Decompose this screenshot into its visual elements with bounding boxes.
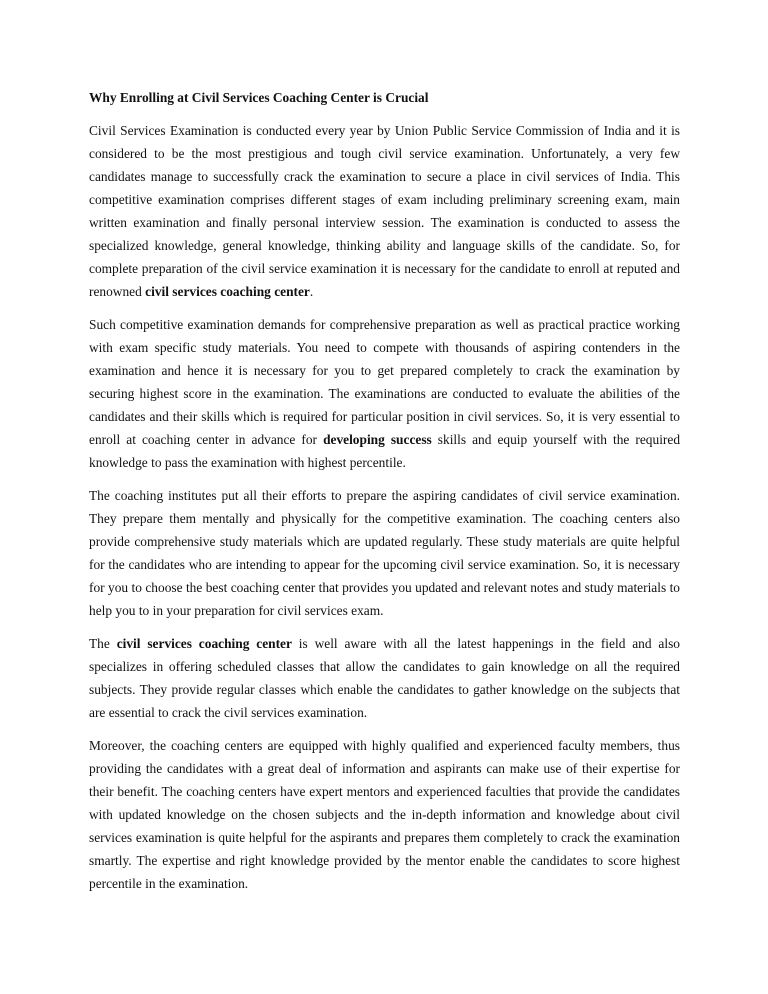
paragraph-3 xyxy=(89,484,680,622)
document-page xyxy=(89,86,680,905)
paragraph-1-bold: civil services coaching center xyxy=(145,284,310,299)
document-title: Why Enrolling at Civil Services Coaching Center is Crucial xyxy=(89,90,429,105)
paragraph-3-text: The coaching institutes put all their efforts to prepare the aspiring candidates of civil service examination. They prepare them mentally and physically for the competitive examination. The coaching centers also provide comprehensive study materials which are updated regularly. These study materials are quite helpful for the candidates who are intending to appear for the upcoming civil service examination. So, it is necessary for you to choose the best coaching center that provides you updated and relevant notes and study materials to help you to in your preparation for civil services exam. xyxy=(89,488,680,618)
paragraph-2-bold: developing success xyxy=(323,432,432,447)
paragraph-4-bold: civil services coaching center xyxy=(116,636,292,651)
paragraph-4 xyxy=(89,632,680,724)
paragraph-4-end: is well aware with all the latest happenings in the field and also specializes in offering scheduled classes that allow the candidates to gain knowledge on all the required subjects. They provide regular classes which enable the candidates to gather knowledge on the subjects that are essential to crack the civil services examination. xyxy=(89,636,681,720)
paragraph-1-text: Civil Services Examination is conducted every year by Union Public Service Commission of India and it is considered to be the most prestigious and tough civil service examination. Unfortunately, a very few candidates manage to successfully crack the examination to secure a place in civil services of India. This competitive examination comprises different stages of exam including preliminary screening exam, main written examination and finally personal interview session. The examination is conducted to assess the specialized knowledge, general knowledge, thinking ability and language skills of the candidate. So, for complete preparation of the civil service examination it is necessary for the candidate to enroll at reputed and renowned xyxy=(89,123,680,299)
paragraph-5 xyxy=(89,734,680,895)
paragraph-2-end: skills and equip yourself with the required knowledge to pass the examination with highest percentile. xyxy=(89,432,681,470)
paragraph-2-text: Such competitive examination demands for comprehensive preparation as well as practical practice working with exam specific study materials. You need to compete with thousands of aspiring contenders in the examination and hence it is necessary for you to get prepared completely to crack the examination by securing highest score in the examination. The examinations are conducted to evaluate the abilities of the candidates and their skills which is required for particular position in civil services. So, it is very essential to enroll at coaching center in advance for xyxy=(89,317,680,447)
paragraph-1 xyxy=(89,119,680,303)
paragraph-2 xyxy=(89,313,680,474)
paragraph-1-end: . xyxy=(309,284,314,299)
paragraph-5-text: Moreover, the coaching centers are equipped with highly qualified and experienced faculty members, thus providing the candidates with a great deal of information and aspirants can make use of their expertise for their benefit. The coaching centers have expert mentors and experienced faculties that provide the candidates with updated knowledge on the chosen subjects and the in-depth information and knowledge about civil services examination is quite helpful for the aspirants and prepares them completely to crack the examination smartly. The expertise and right knowledge provided by the mentor enable the candidates to score highest percentile in the examination. xyxy=(89,738,680,891)
paragraph-4-start: The xyxy=(89,636,117,651)
